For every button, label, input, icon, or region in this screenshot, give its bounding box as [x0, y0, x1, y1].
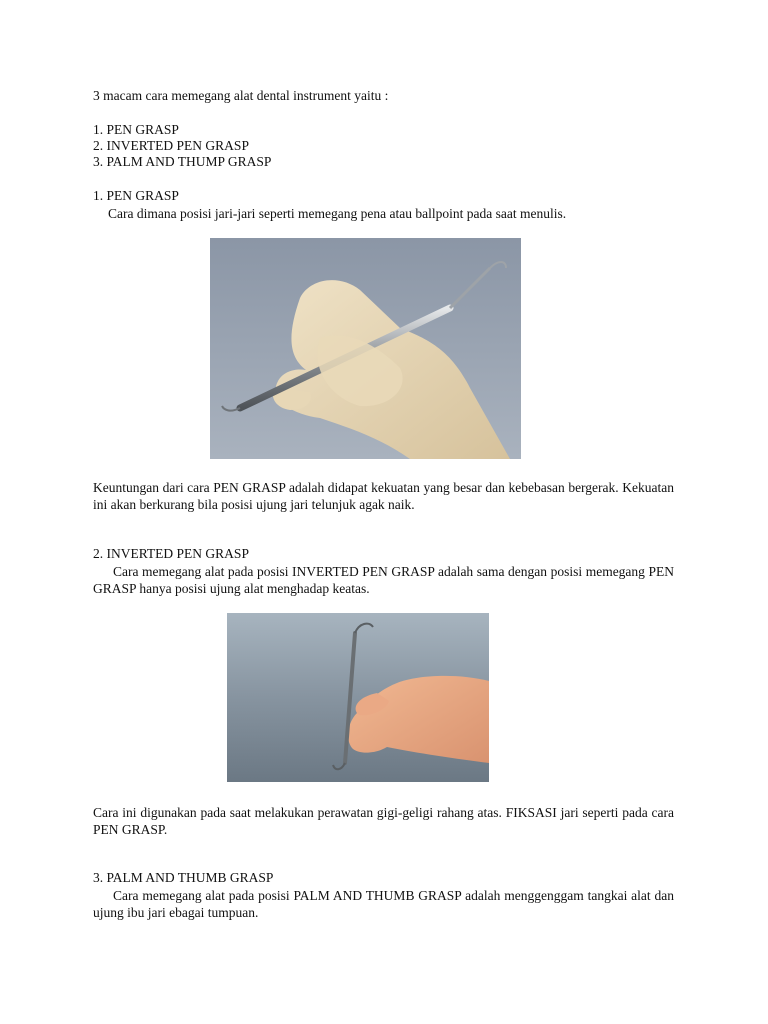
section2-description: Cara memegang alat pada posisi INVERTED PEN GRASP adalah sama dengan posisi memegang PEN GRASP hanya posisi ujung alat menghadap keatas. — [93, 564, 674, 596]
list-item: 1. PEN GRASP — [93, 122, 179, 137]
section2-heading: 2. INVERTED PEN GRASP — [93, 546, 249, 561]
inverted-pen-grasp-photo — [227, 613, 489, 782]
section1-paragraph: Keuntungan dari cara PEN GRASP adalah didapat kekuatan yang besar dan kebebasan bergerak. Kekuatan ini akan berkurang bila posisi ujung jari telunjuk agak naik. — [93, 480, 674, 512]
section1-heading: 1. PEN GRASP — [93, 188, 179, 203]
list-item: 3. PALM AND THUMP GRASP — [93, 154, 272, 169]
section3-description: Cara memegang alat pada posisi PALM AND THUMB GRASP adalah menggenggam tangkai alat dan ujung ibu jari ebagai tumpuan. — [93, 888, 674, 920]
section3-heading: 3. PALM AND THUMB GRASP — [93, 870, 274, 885]
list-item: 2. INVERTED PEN GRASP — [93, 138, 249, 153]
pen-grasp-photo — [210, 238, 521, 459]
section2-paragraph: Cara ini digunakan pada saat melakukan perawatan gigi-geligi rahang atas. FIKSASI jari seperti pada cara PEN GRASP. — [93, 805, 674, 837]
intro-line: 3 macam cara memegang alat dental instrument yaitu : — [93, 88, 389, 103]
section1-description: Cara dimana posisi jari-jari seperti memegang pena atau ballpoint pada saat menulis. — [108, 206, 567, 221]
